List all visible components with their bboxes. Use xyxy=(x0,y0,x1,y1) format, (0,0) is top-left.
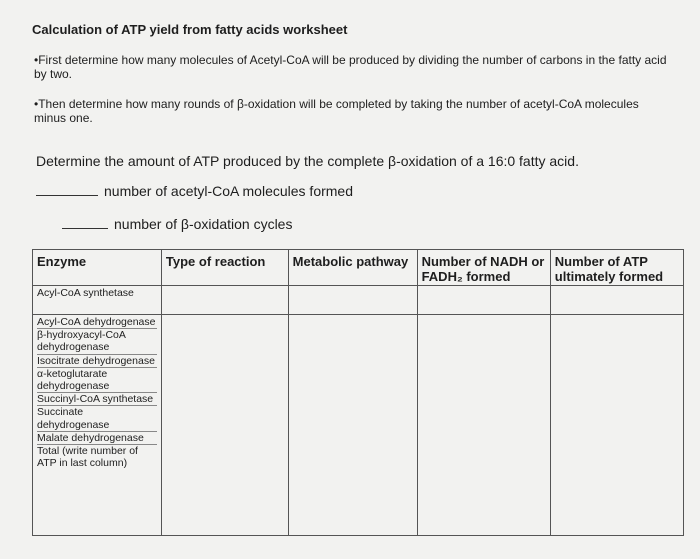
answer-cell[interactable] xyxy=(288,315,417,536)
header-enzyme: Enzyme xyxy=(33,250,162,286)
blank-acetyl-coa xyxy=(36,183,353,199)
answer-cell[interactable] xyxy=(550,315,683,536)
instruction-2: •Then determine how many rounds of β-oxidation will be completed by taking the number of acetyl-CoA molecules minus one. xyxy=(34,97,639,125)
answer-cell[interactable] xyxy=(417,286,550,315)
enzyme-item: α-ketoglutarate dehydrogenase xyxy=(37,368,157,393)
answer-blank[interactable] xyxy=(36,183,98,196)
worksheet-title: Calculation of ATP yield from fatty acids worksheet xyxy=(32,22,348,37)
header-metabolic-pathway: Metabolic pathway xyxy=(288,250,417,286)
enzyme-item: Succinyl-CoA synthetase xyxy=(37,393,157,406)
header-type-of-reaction: Type of reaction xyxy=(161,250,288,286)
enzyme-item: Isocitrate dehydrogenase xyxy=(37,354,155,367)
instruction-1: •First determine how many molecules of Acetyl-CoA will be produced by dividing the number of carbons in the fatty acid by two. xyxy=(34,53,667,81)
answer-blank[interactable] xyxy=(62,216,108,229)
blank-label: number of β-oxidation cycles xyxy=(114,216,293,232)
blank-beta-oxidation xyxy=(62,216,292,232)
answer-cell[interactable] xyxy=(417,315,550,536)
table-header-row xyxy=(33,250,684,286)
atp-yield-table xyxy=(32,249,684,536)
answer-cell[interactable] xyxy=(161,315,288,536)
answer-cell[interactable] xyxy=(550,286,683,315)
enzyme-list-cell xyxy=(33,315,162,536)
enzyme-item: Total (write number of ATP in last column) xyxy=(37,445,138,470)
enzyme-item: β-hydroxyacyl-CoA dehydrogenase xyxy=(37,329,157,354)
question-text: Determine the amount of ATP produced by the complete β-oxidation of a 16:0 fatty acid. xyxy=(36,153,579,169)
enzyme-cell: Acyl-CoA synthetase xyxy=(33,286,162,315)
header-nadh-fadh2: Number of NADH or FADH₂ formed xyxy=(417,250,550,286)
enzyme-item: Malate dehydrogenase xyxy=(37,432,157,445)
enzyme-item: Acyl-CoA dehydrogenase xyxy=(37,316,156,328)
answer-cell[interactable] xyxy=(288,286,417,315)
header-atp-formed: Number of ATP ultimately formed xyxy=(550,250,683,286)
enzyme-item: Succinate dehydrogenase xyxy=(37,406,157,431)
answer-cell[interactable] xyxy=(161,286,288,315)
table-row xyxy=(33,286,684,315)
blank-label: number of acetyl-CoA molecules formed xyxy=(104,183,353,199)
table-row xyxy=(33,315,684,536)
